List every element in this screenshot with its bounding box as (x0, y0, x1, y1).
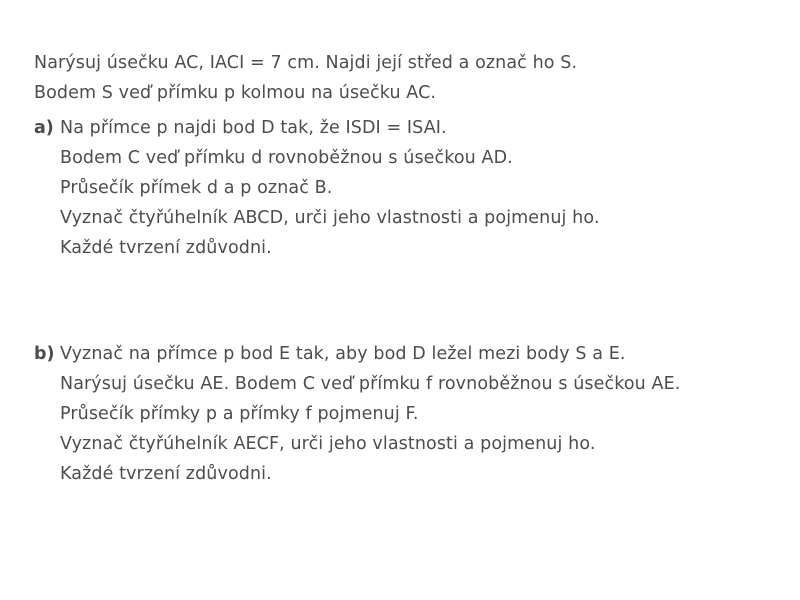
intro-block (34, 48, 800, 108)
task-b-line-1: Vyznač na přímce p bod E tak, aby bod D ležel mezi body S a E. (60, 344, 626, 364)
task-b-marker: b) (34, 344, 55, 364)
task-a-line-4: Vyznač čtyřúhelník ABCD, urči jeho vlastnosti a pojmenuj ho. (60, 208, 600, 228)
task-a-line-2: Bodem C veď přímku d rovnoběžnou s úsečkou AD. (60, 148, 513, 168)
task-a-lines (60, 113, 800, 263)
task-a-marker: a) (34, 118, 54, 138)
task-a (34, 113, 800, 263)
task-a-line-1: Na přímce p najdi bod D tak, že ISDI = ISAI. (60, 118, 447, 138)
task-a-line-5: Každé tvrzení zdůvodni. (60, 238, 272, 258)
task-a-line-3: Průsečík přímek d a p označ B. (60, 178, 333, 198)
intro-line-2: Bodem S veď přímku p kolmou na úsečku AC. (34, 83, 437, 103)
intro-line-1: Narýsuj úsečku AC, IACI = 7 cm. Najdi její střed a označ ho S. (34, 53, 578, 73)
task-b-lines (60, 339, 800, 489)
task-b-line-3: Průsečík přímky p a přímky f pojmenuj F. (60, 404, 419, 424)
task-b (34, 339, 800, 489)
task-b-line-5: Každé tvrzení zdůvodni. (60, 464, 272, 484)
task-b-line-2: Narýsuj úsečku AE. Bodem C veď přímku f rovnoběžnou s úsečkou AE. (60, 374, 681, 394)
task-b-line-4: Vyznač čtyřúhelník AECF, urči jeho vlastnosti a pojmenuj ho. (60, 434, 596, 454)
